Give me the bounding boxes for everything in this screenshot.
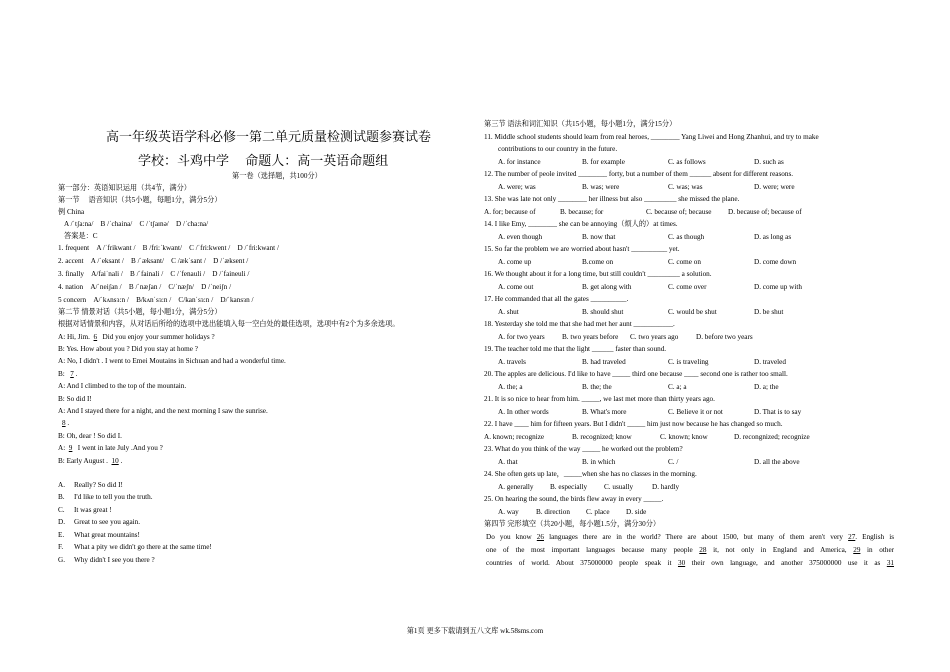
question-17-options: A. shut B. should shut C. would be shut D. be shut	[498, 308, 784, 316]
blank-31: 31	[886, 559, 894, 567]
phonetic-question-3: 3. finally A/faiˈnali / B /ˈfainali / C /ˈfenauli / D /ˈfaineuli /	[58, 270, 250, 278]
dialogue-line-7: A: And I stayed there for a night, and the next morning I saw the sunrise.	[58, 407, 268, 415]
question-22-options: A. known; recognize B. recognized; know C. known; know D. recongnized; recognize	[484, 433, 810, 441]
dialogue-line-8: 8 .	[62, 419, 70, 427]
question-17: 17. He commanded that all the gates __________.	[484, 295, 629, 303]
question-23-options: A. that B. in which C. / D. all the above	[498, 458, 800, 466]
section4-heading: 第四节 完形填空（共20小题，每小题1.5分，满分30分）	[484, 520, 661, 528]
question-21-options: A. In other words B. What's more C. Believe it or not D. That is to say	[498, 408, 802, 416]
question-16-options: A. come out B. get along with C. come over D. come up with	[498, 283, 802, 291]
section2-heading: 第二节 情景对话（共5小题，每小题1分，满分5分）	[58, 308, 222, 316]
question-22: 22. I have ____ him for fifteen years. But I didn't _____ him just now because he has changed so much.	[484, 420, 783, 428]
question-19: 19. The teacher told me that the light ______ faster than sound.	[484, 345, 667, 353]
exam-subtitle: 学校：斗鸡中学 命题人：高一英语命题组	[138, 153, 389, 168]
choice-item: B. I'd like to tell you the truth.	[58, 493, 153, 501]
blank-26: 26	[536, 533, 544, 541]
question-25-options: A. way B. direction C. place D. side	[498, 508, 647, 516]
example-options: A /ˈtʃa:na/ B /ˈchaina/ C /ˈtʃaɪnə/ D /ˈcha:na/	[64, 220, 209, 228]
question-14-options: A. even though B. now that C. as though D. as long as	[498, 233, 792, 241]
example-label: 例 China	[58, 208, 85, 216]
question-20-options: A. the; a B. the; the C. a; a D. a; the	[498, 383, 779, 391]
phonetic-question-1: 1. frequent A /ˈfrikwant / B /fri:ˈkwant/ C /ˈfri:kwent / D /ˈfri:kwant /	[58, 244, 279, 252]
question-12: 12. The number of peole invited ________ forty, but a number of them ______ absent for different reasons.	[484, 170, 794, 178]
example-answer: 答案是：C	[64, 232, 98, 240]
question-18-options: A. for two years B. two years before C. two years ago D. before two years	[498, 333, 753, 341]
blank-29: 29	[853, 546, 861, 554]
cloze-line-2: one of the most important languages because many people 28 it, not only in England and America, 29 in other	[486, 546, 895, 554]
question-25: 25. On hearing the sound, the birds flew away in every _____.	[484, 495, 664, 503]
section1-heading: 第一节 语音知识（共5小题，每题1分，满分5分）	[58, 196, 222, 204]
question-12-options: A. were; was B. was; were C. was; was D. were; were	[498, 183, 795, 191]
cloze-line-1: Do you know 26 languages there are in the world? There are about 1500, but many of them aren't very 27. English is	[486, 533, 895, 541]
blank-8: 8	[62, 419, 66, 427]
dialogue-line-5: A: And I climbed to the top of the mountain.	[58, 382, 187, 390]
exam-title: 高一年级英语学科必修一第二单元质量检测试题参赛试卷	[106, 129, 432, 144]
question-19-options: A. travels B. had traveled C. is traveling D. traveled	[498, 358, 786, 366]
question-14: 14. I like Emy, ________ she can be annoying（烦人的）at times.	[484, 220, 678, 228]
question-24-options: A. generally B. especially C. usually D. hardly	[498, 483, 680, 491]
choice-item: C. It was great !	[58, 506, 112, 514]
question-11: 11. Middle school students should learn from real heroes, ________ Yang Liwei and Hong Zhanhui, and try to make	[484, 133, 819, 141]
question-13-options: A. for; because of B. because; for C. because of; because D. because of; because of	[484, 208, 802, 216]
dialogue-line-2: B: Yes. How about you ? Did you stay at home ?	[58, 345, 198, 353]
choice-item: E. What great mountains!	[58, 531, 140, 539]
question-15: 15. So far the problem we are worried about hasn't __________ yet.	[484, 245, 680, 253]
volume-heading: 第一卷（选择题，共100分）	[232, 172, 322, 180]
section3-heading: 第三节 语法和词汇知识（共15小题，每小题1分，满分15分）	[484, 120, 677, 128]
question-23: 23. What do you think of the way _____ he worked out the problem?	[484, 445, 683, 453]
question-21: 21. It is so nice to hear from him. _____, we last met more than thirty years ago.	[484, 395, 715, 403]
cloze-line-3: countries of world. About 375000000 people speak it 30 their own language, and another 375000000 use it as 31	[486, 559, 894, 567]
section2-instructions: 根据对话情景和内容，从对话后所给的选项中选出能填入每一空白处的最佳选项，选项中有2个为多余选项。	[58, 320, 400, 328]
choice-item: G. Why didn't I see you there ?	[58, 556, 155, 564]
blank-27: 27	[848, 533, 856, 541]
phonetic-question-4: 4. nation A/ˈneiʃan / B /ˈnæʃan / C/ˈnæʃn/ D /ˈneiʃn /	[58, 283, 232, 291]
blank-30: 30	[677, 559, 686, 567]
question-20: 20. The apples are delicious. I'd like to have _____ third one because ____ second one is rather too small.	[484, 370, 788, 378]
dialogue-line-3: A: No, I didn't . I went to Emei Moutains in Sichuan and had a wonderful time.	[58, 357, 286, 365]
phonetic-question-2: 2. accent A /ˈeksant / B /ˈæksant/ C /ækˈsant / D /ˈæksent /	[58, 257, 249, 265]
question-15-options: A. come up B.come on C. come on D. come down	[498, 258, 797, 266]
dialogue-line-6: B: So did I!	[58, 395, 92, 403]
choice-item: F. What a pity we didn't go there at the same time!	[58, 543, 212, 551]
dialogue-line-9: B: Oh, dear ! So did I.	[58, 432, 122, 440]
choice-item: A. Really? So did I!	[58, 481, 123, 489]
choice-item: D. Great to see you again.	[58, 518, 141, 526]
question-24: 24. She often gets up late，_____when she has no classes in the morning.	[484, 470, 697, 478]
phonetic-question-5: 5 concern A/ˈkʌnsɜ:n / B/kʌnˈsɜ:n / C/kanˈsɜ:n / D/ˈkansɜn /	[58, 296, 254, 304]
blank-9: 9	[68, 444, 73, 452]
dialogue-line-4: B: 7 .	[58, 370, 78, 378]
question-16: 16. We thought about it for a long time, but still couldn't _________ a solution.	[484, 270, 712, 278]
blank-10: 10	[111, 457, 119, 465]
page-footer: 第1页 更多下载请到五八文库 wk.58sms.com	[406, 627, 544, 635]
dialogue-line-11: B: Early August . 10 .	[58, 457, 123, 465]
part1-heading: 第一部分：英语知识运用（共4节，满分）	[58, 184, 191, 192]
question-18: 18. Yesterday she told me that she had met her aunt ___________.	[484, 320, 675, 328]
dialogue-line-1: A: Hi, Jim. 6 Did you enjoy your summer holidays ?	[58, 333, 215, 341]
blank-6: 6	[93, 333, 98, 341]
blank-7: 7	[70, 370, 74, 378]
dialogue-line-10: A: 9 I went in late July .And you ?	[58, 444, 163, 452]
blank-28: 28	[699, 546, 707, 554]
question-11-cont: contributions to our country in the future.	[498, 145, 618, 153]
question-11-options: A. for instance B. for example C. as follows D. such as	[498, 158, 784, 166]
question-13: 13. She was late not only ________ her illness but also _________ she missed the plane.	[484, 195, 740, 203]
